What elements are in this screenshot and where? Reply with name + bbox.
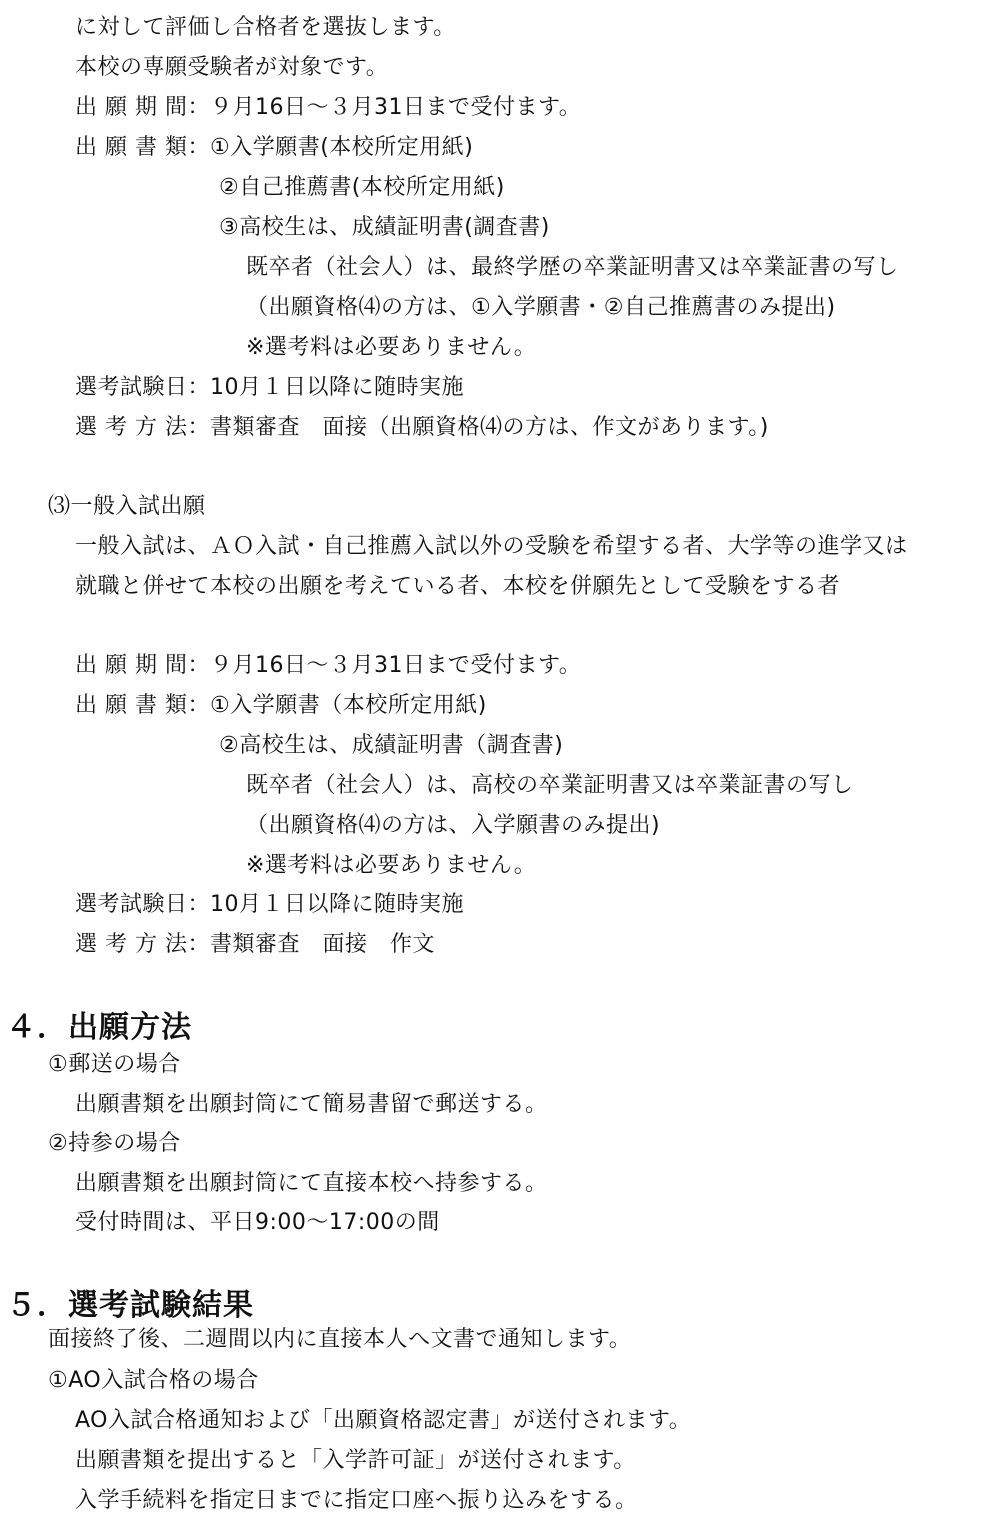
ao-text-line: に対して評価し合格者を選抜します。 <box>75 15 456 40</box>
ao-application-period: 出 願 期 間：９月16日～３月31日まで受付ます。 <box>75 95 582 120</box>
general-documents-line: ②高校生は、成績証明書（調査書) <box>219 733 564 758</box>
ao-documents-line: 既卒者（社会人）は、最終学歴の卒業証明書又は卒業証書の写し <box>246 255 899 280</box>
general-selection-method: 選 考 方 法：書類審査 面接 作文 <box>75 932 435 957</box>
section-4-heading: ４．出願方法 <box>6 1010 192 1045</box>
ao-pass-text: 出願書類を提出すると「入学許可証」が送付されます。 <box>75 1448 636 1473</box>
ao-target-line: 本校の専願受験者が対象です。 <box>75 55 389 80</box>
mail-text: 出願書類を出願封筒にて簡易書留で郵送する。 <box>75 1092 548 1117</box>
ao-documents-line: （出願資格⑷の方は、①入学願書・②自己推薦書のみ提出) <box>246 295 836 320</box>
ao-pass-text: 入学手続料を指定日までに指定口座へ振り込みをする。 <box>75 1488 638 1513</box>
general-fee-note: ※選考料は必要ありません。 <box>246 853 537 878</box>
general-documents-line: 既卒者（社会人）は、高校の卒業証明書又は卒業証書の写し <box>246 773 854 798</box>
ao-fee-note: ※選考料は必要ありません。 <box>246 335 537 360</box>
general-admission-title: ⑶一般入試出願 <box>48 494 206 519</box>
general-exam-date: 選考試験日：10月１日以降に随時実施 <box>75 892 464 917</box>
general-description-line: 就職と併せて本校の出願を考えている者、本校を併願先として受験をする者 <box>75 574 841 599</box>
general-documents-line: （出願資格⑷の方は、入学願書のみ提出) <box>246 813 661 838</box>
ao-documents-line: ③高校生は、成績証明書(調査書) <box>219 215 550 240</box>
ao-documents-line: 出 願 書 類：①入学願書(本校所定用紙) <box>75 135 474 160</box>
ao-exam-date: 選考試験日：10月１日以降に随時実施 <box>75 375 464 400</box>
bring-title: ②持参の場合 <box>48 1131 181 1156</box>
bring-text: 出願書類を出願封筒にて直接本校へ持参する。 <box>75 1171 548 1196</box>
ao-selection-method: 選 考 方 法：書類審査 面接（出願資格⑷の方は、作文があります。) <box>75 415 769 440</box>
general-documents-line: 出 願 書 類：①入学願書（本校所定用紙) <box>75 693 487 718</box>
reception-hours: 受付時間は、平日9:00～17:00の間 <box>75 1210 440 1235</box>
mail-title: ①郵送の場合 <box>48 1052 181 1077</box>
ao-pass-title: ①AO入試合格の場合 <box>48 1368 259 1393</box>
general-description-line: 一般入試は、ＡＯ入試・自己推薦入試以外の受験を希望する者、大学等の進学又は <box>75 534 908 559</box>
result-intro: 面接終了後、二週間以内に直接本人へ文書で通知します。 <box>48 1327 632 1352</box>
ao-documents-line: ②自己推薦書(本校所定用紙) <box>219 175 505 200</box>
section-5-heading: ５．選考試験結果 <box>6 1288 254 1323</box>
general-application-period: 出 願 期 間：９月16日～３月31日まで受付ます。 <box>75 653 582 678</box>
ao-pass-text: AO入試合格通知および「出願資格認定書」が送付されます。 <box>75 1408 692 1433</box>
